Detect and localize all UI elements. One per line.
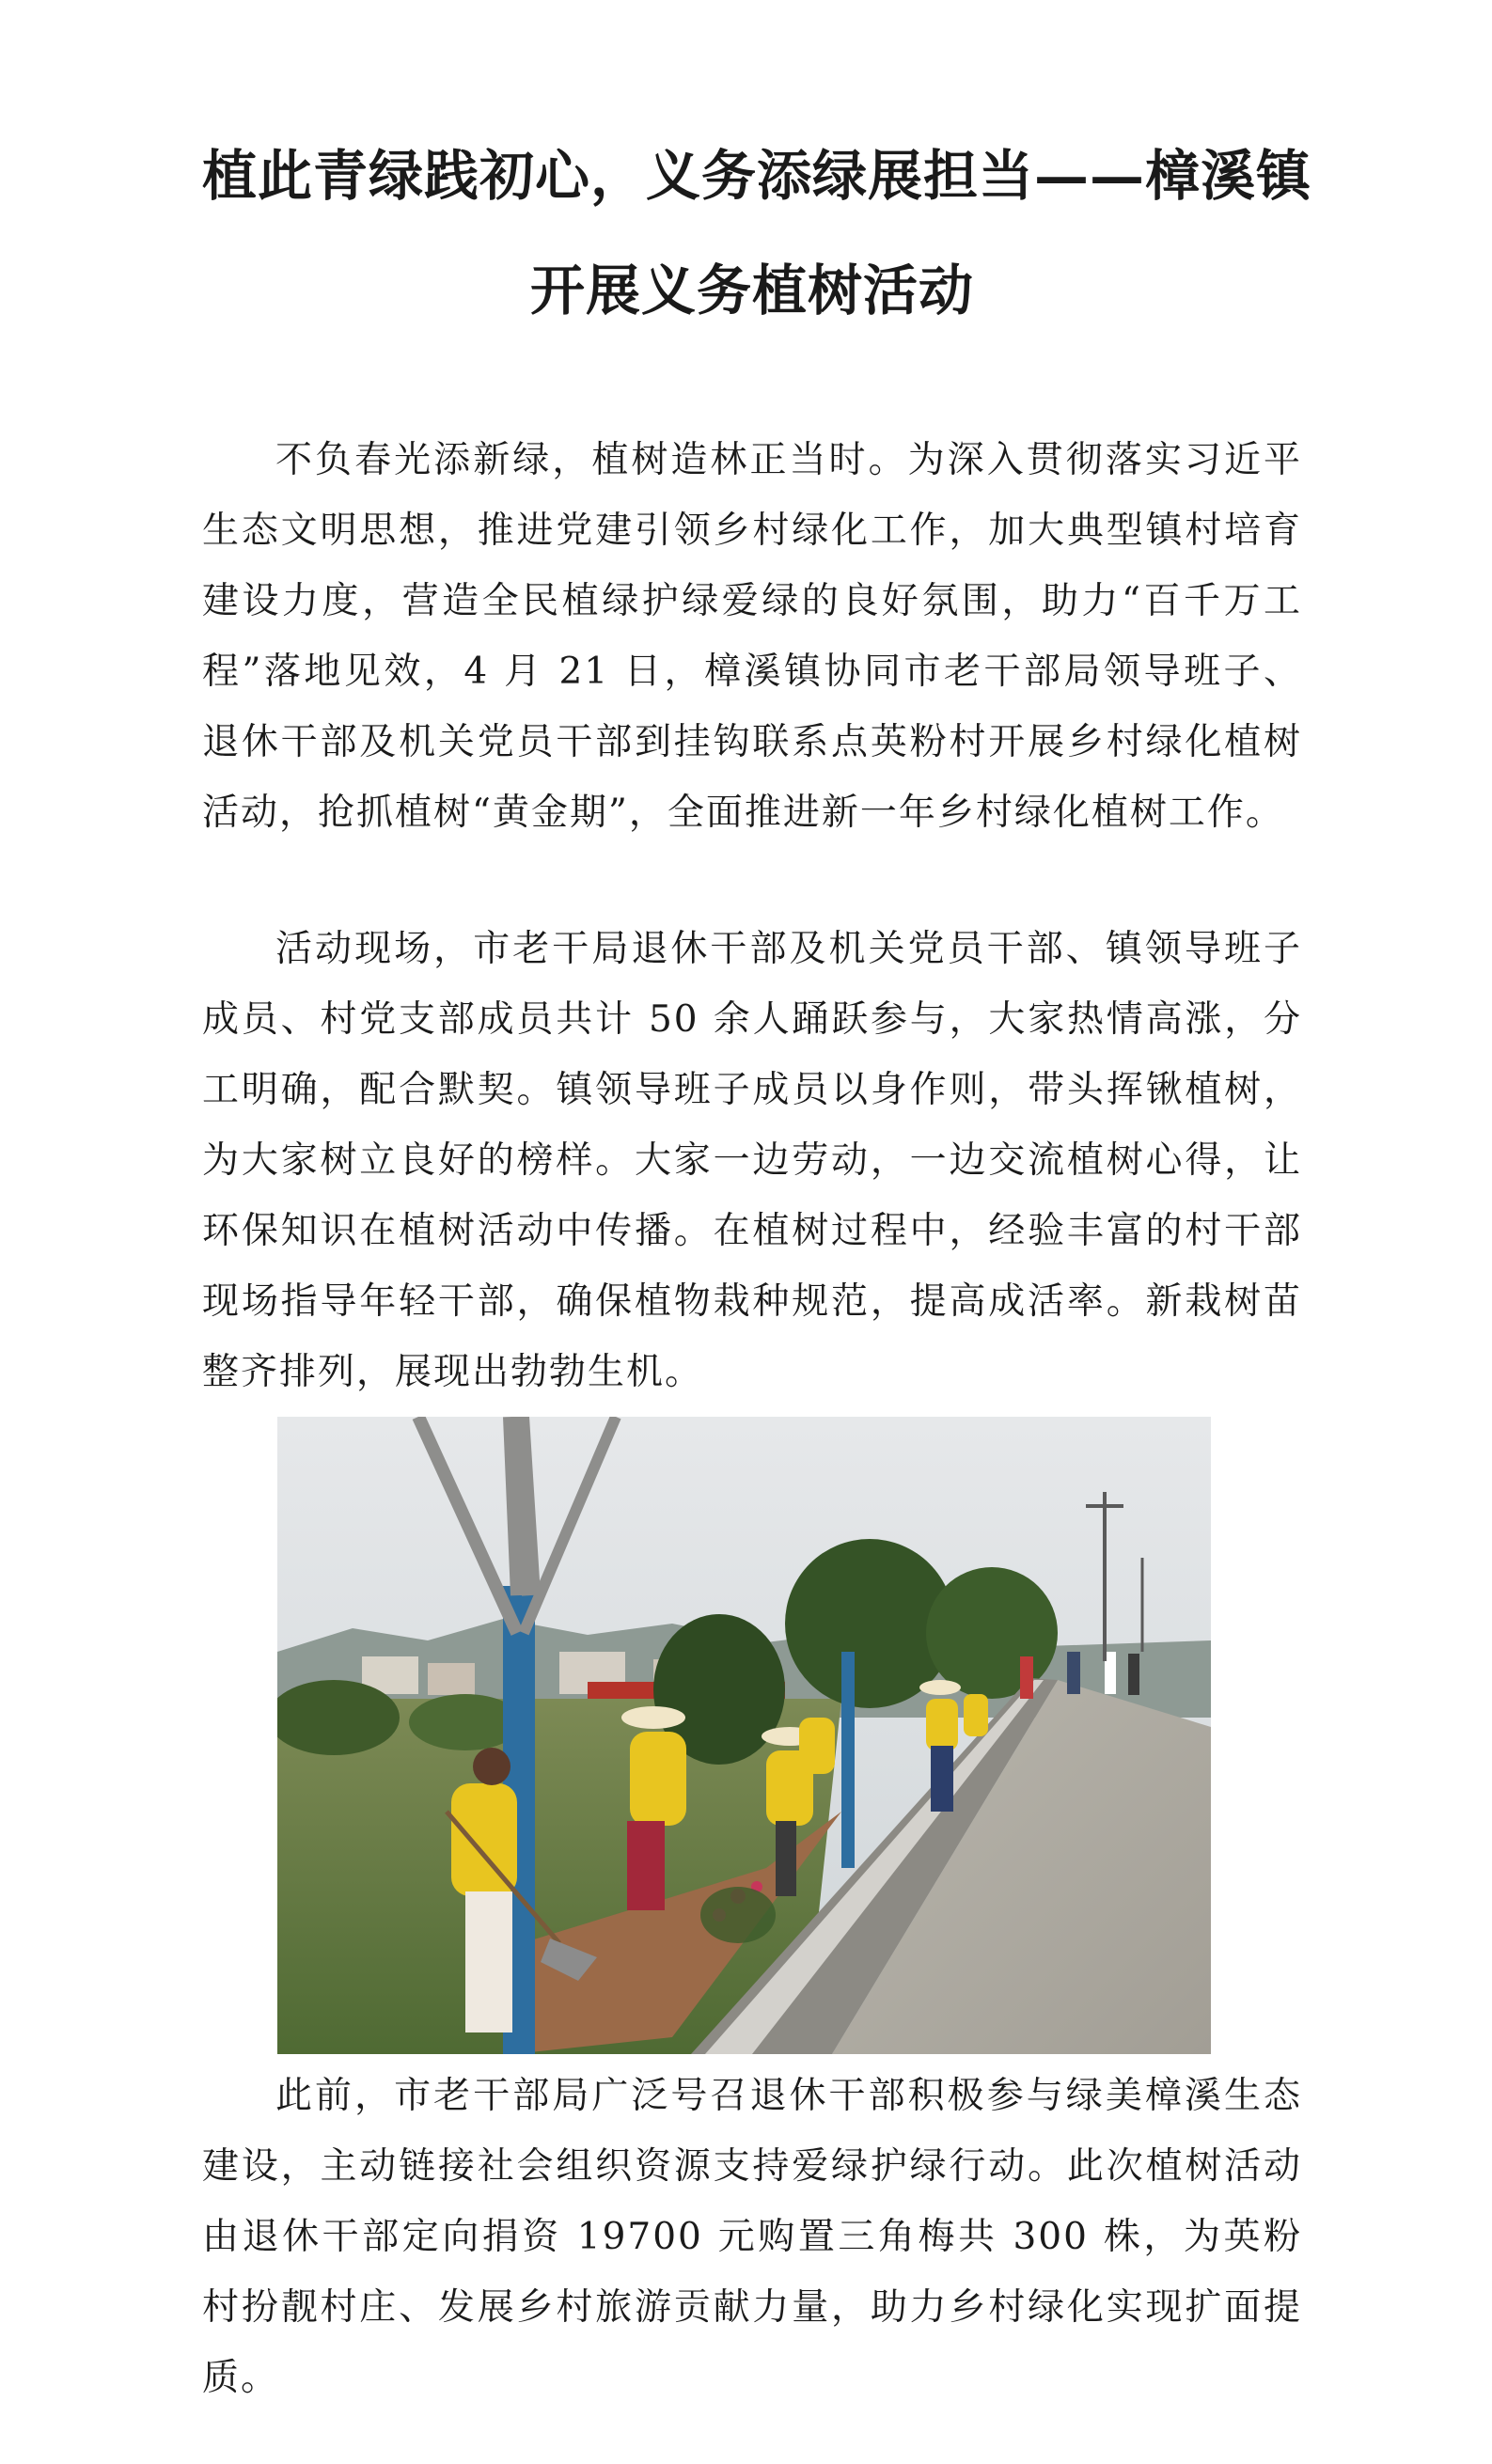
paragraph-activity: 活动现场，市老干局退休干部及机关党员干部、镇领导班子成员、村党支部成员共计 50 余人踊跃参与，大家热情高涨，分工明确，配合默契。镇领导班子成员以身作则，带头挥锹植树，为大家树立良好的榜样。大家一边劳动，一边交流植树心得，让环保知识在植树活动中传播。在植树过程中，经验丰富的村干部现场指导年轻干部，确保植物栽种规范，提高成活率。新栽树苗整齐排列，展现出勃勃生机。 bbox=[202, 928, 1302, 1393]
article-title-line2: 开展义务植树活动 bbox=[529, 259, 974, 322]
tree-planting-photo bbox=[277, 1417, 1211, 2054]
paragraph-donation: 此前，市老干部局广泛号召退休干部积极参与绿美樟溪生态建设，主动链接社会组织资源支持爱绿护绿行动。此次植树活动由退休干部定向捐资 19700 元购置三角梅共 300 株，为英粉村扮靓村庄、发展乡村旅游贡献力量，助力乡村绿化实现扩面提质。 bbox=[202, 2075, 1302, 2399]
article-title-line1: 植此青绿践初心，义务添绿展担当——樟溪镇 bbox=[202, 144, 1312, 208]
paragraph-intro: 不负春光添新绿，植树造林正当时。为深入贯彻落实习近平生态文明思想，推进党建引领乡村绿化工作，加大典型镇村培育建设力度，营造全民植绿护绿爱绿的良好氛围，助力“百千万工程”落地见效，4 月 21 日，樟溪镇协同市老干部局领导班子、退休干部及机关党员干部到挂钩联系点英粉村开展乡村绿化植树活动，抢抓植树“黄金期”，全面推进新一年乡村绿化植树工作。 bbox=[202, 439, 1302, 834]
